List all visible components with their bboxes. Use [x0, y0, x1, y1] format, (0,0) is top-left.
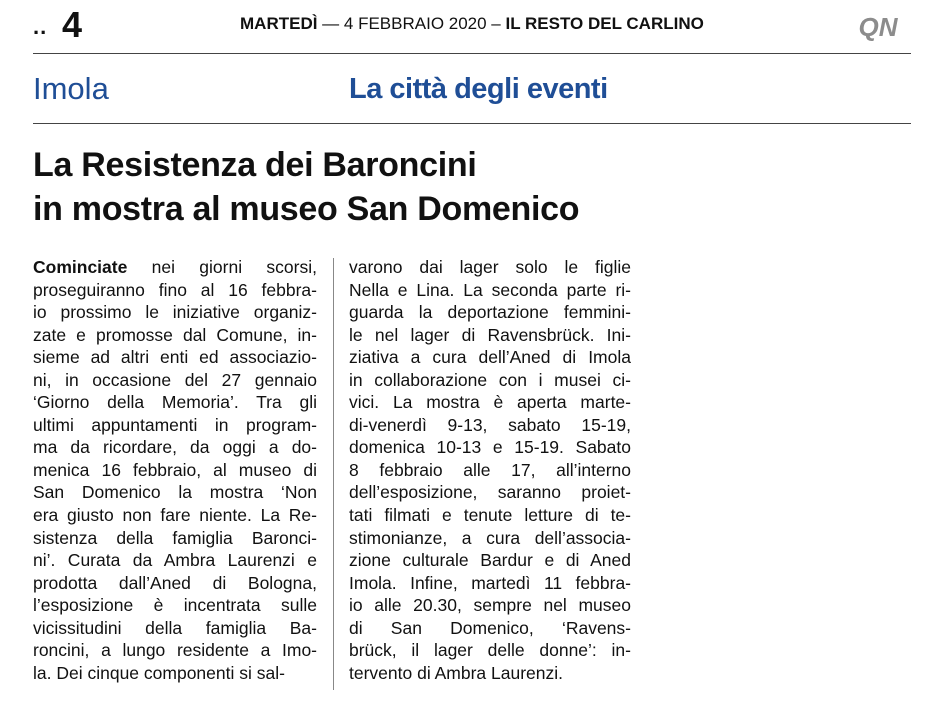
text-line: roncini, a lungo residente a Imo-: [33, 640, 317, 661]
qn-logo-text: QN: [858, 13, 898, 41]
article-column-2: [349, 256, 631, 684]
text-line: ni, in occasione del 27 gennaio: [33, 369, 317, 390]
text-line: Imola. Infine, martedì 11 febbra-: [349, 572, 631, 593]
dateline: [240, 14, 704, 34]
text-line: sieme ad altri enti ed associazio-: [33, 347, 317, 368]
top-divider: [33, 53, 911, 54]
section-name: Imola: [33, 71, 109, 106]
page-number: 4: [62, 4, 83, 45]
text-line: in collaborazione con i musei ci-: [349, 369, 631, 390]
text-line: ‘Giorno della Memoria’. Tra gli: [33, 392, 317, 413]
text-line: [33, 256, 317, 279]
text-line: ni’. Curata da Ambra Laurenzi e: [33, 550, 317, 571]
section-kicker: La città degli eventi: [349, 73, 608, 105]
text-line: io prossimo le iniziative organiz-: [33, 302, 317, 323]
text-line: di-venerdì 9-13, sabato 15-19,: [349, 414, 631, 435]
text-line: vici. La mostra è aperta marte-: [349, 392, 631, 413]
text-line: ziativa a cura dell’Aned di Imola: [349, 347, 631, 368]
text-line: l’esposizione è incentrata sulle: [33, 595, 317, 616]
text-line: guarda la deportazione femmini-: [349, 302, 631, 323]
article-headline: [33, 143, 673, 231]
lead-rest: nei giorni scorsi,: [127, 257, 317, 277]
dateline-day: MARTEDÌ: [240, 14, 318, 33]
dateline-date: — 4 FEBBRAIO 2020 –: [317, 14, 506, 33]
text-line: menica 16 febbraio, al museo di: [33, 459, 317, 480]
page-header: [0, 0, 926, 52]
text-line: 8 febbraio alle 17, all’interno: [349, 459, 631, 480]
text-line: stimonianze, a cura dell’associa-: [349, 527, 631, 548]
text-line: varono dai lager solo le figlie: [349, 257, 631, 277]
headline-line: La Resistenza dei Baroncini: [33, 146, 477, 184]
text-line: ultimi appuntamenti in program-: [33, 414, 317, 435]
lead-word: Cominciate: [33, 257, 128, 277]
text-line: tervento di Ambra Laurenzi.: [349, 662, 564, 683]
text-line: brück, il lager delle donne’: in-: [349, 640, 631, 661]
text-line: tati filmati e tenute letture di te-: [349, 505, 631, 526]
text-line: era giusto non fare niente. La Re-: [33, 505, 317, 526]
text-line: io alle 20.30, sempre nel museo: [349, 595, 631, 616]
text-line: domenica 10-13 e 15-19. Sabato: [349, 437, 631, 458]
text-line: ma da ricordare, da oggi a do-: [33, 437, 317, 458]
article-column-1: [33, 256, 317, 684]
text-line: dell’esposizione, saranno proiet-: [349, 482, 631, 503]
text-line: sistenza della famiglia Baronci-: [33, 527, 317, 548]
section-divider: [33, 123, 911, 124]
text-line: San Domenico la mostra ‘Non: [33, 482, 317, 503]
text-line: vicissitudini della famiglia Ba-: [33, 617, 317, 638]
page-dots: ..: [33, 14, 48, 39]
text-line: di San Domenico, ‘Ravens-: [349, 617, 631, 638]
text-line: zione culturale Bardur e di Aned: [349, 550, 631, 571]
text-line: le nel lager di Ravensbrück. Ini-: [349, 324, 631, 345]
text-line: la. Dei cinque componenti si sal-: [33, 662, 285, 683]
text-line: proseguiranno fino al 16 febbra-: [33, 279, 317, 300]
qn-logo-icon: [846, 13, 910, 41]
column-divider: [333, 258, 334, 690]
text-line: zate e promosse dal Comune, in-: [33, 324, 317, 345]
dateline-newspaper: IL RESTO DEL CARLINO: [505, 14, 704, 33]
headline-line: in mostra al museo San Domenico: [33, 190, 580, 228]
text-line: prodotta dall’Aned di Bologna,: [33, 572, 317, 593]
text-line: Nella e Lina. La seconda parte ri-: [349, 279, 631, 300]
